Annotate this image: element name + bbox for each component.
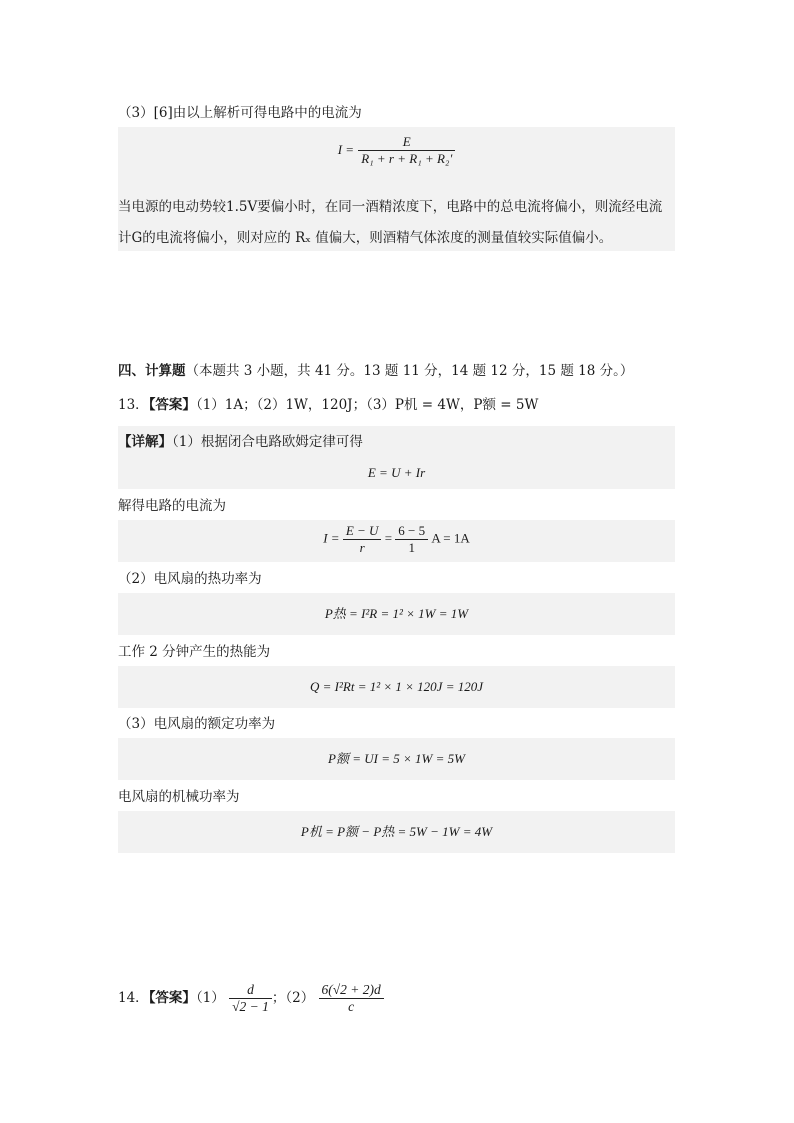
- q13-s5: （3）电风扇的额定功率为: [118, 716, 276, 732]
- q13-eq3: P热 = I²R = 1² × 1W = 1W: [324, 606, 469, 621]
- section4-heading: [118, 362, 633, 380]
- q14-part1-label: （1）: [195, 990, 225, 1006]
- eq-numerator: E: [358, 134, 455, 151]
- q14-f1-den: √2 − 1: [232, 999, 269, 1014]
- section4-rest: （本题共 3 小题，共 41 分。13 题 11 分，14 题 12 分，15 题 18 分。）: [185, 363, 634, 379]
- q13-s6: 电风扇的机械功率为: [118, 789, 240, 805]
- q13-eq2: I = $\frac{E - U}{r}$ = $\frac{6 - 5}{1}$ A = 1A: [323, 523, 470, 555]
- q13-eq2-num1: E − U: [343, 523, 382, 540]
- eq-lhs: I =: [337, 142, 355, 157]
- q13-s2: 解得电路的电流为: [118, 498, 226, 514]
- q13-detail-line: [118, 433, 363, 451]
- q13-eq2-frac1: [343, 523, 382, 556]
- q14-answer-tag: 【答案】: [148, 990, 196, 1006]
- q14-f1-num: d: [229, 982, 272, 999]
- current-equation: [118, 134, 675, 167]
- eq-denominator: R₁ + r + R₁ + R₂′: [361, 151, 453, 166]
- q13-eq1: E = U + Ir: [367, 465, 426, 480]
- q13-s3: （2）电风扇的热功率为: [118, 571, 262, 587]
- part3-line1: 当电源的电动势较1.5V要偏小时，在同一酒精浓度下，电路中的总电流将偏小，则流经电流: [118, 199, 663, 215]
- q14-label: 14．: [118, 990, 149, 1006]
- part3-line2: 计G的电流将偏小，则对应的 Rₓ 值偏大，则酒精气体浓度的测量值较实际值偏小。: [118, 230, 613, 246]
- q13-eq2-den2: 1: [408, 540, 415, 555]
- q13-detail-tag: 【详解】: [118, 434, 172, 450]
- eq-fraction: [358, 134, 455, 167]
- q13-label: 13．: [118, 397, 149, 413]
- q13-eq2-tail: A = 1A: [431, 530, 470, 546]
- q13-answer-line: [118, 396, 538, 414]
- q14-f2-den: c: [348, 999, 355, 1014]
- q13-eq5: P额 = UI = 5 × 1W = 5W: [328, 751, 465, 766]
- q13-eq2-num2: 6 − 5: [395, 523, 428, 540]
- q13-answer: （1）1A；（2）1W，120J；（3）P机 = 4W，P额 = 5W: [195, 397, 539, 413]
- q14-part2-label: （2）: [285, 990, 315, 1006]
- q14-fraction2: [319, 982, 384, 1015]
- q14-sep: ；: [271, 990, 286, 1006]
- q13-s4: 工作 2 分钟产生的热能为: [118, 644, 271, 660]
- q13-eq4: Q = I²Rt = 1² × 1 × 120J = 120J: [310, 679, 483, 694]
- part3-intro: （3）[6]由以上解析可得电路中的电流为: [118, 105, 362, 121]
- q13-answer-tag: 【答案】: [148, 397, 196, 413]
- q14-f2-num: 6(√2 + 2)d: [319, 982, 384, 999]
- q13-s1: （1）根据闭合电路欧姆定律可得: [172, 434, 363, 450]
- q14-answer-line: [118, 980, 384, 1016]
- section4-title: 四、计算题: [118, 363, 186, 379]
- q13-eq6: P机 = P额 − P热 = 5W − 1W = 4W: [300, 824, 493, 839]
- q13-eq2-lhs: I =: [323, 530, 340, 546]
- q13-eq2-frac2: [395, 523, 428, 556]
- q13-eq2-den1: r: [359, 540, 365, 555]
- q14-fraction1: [229, 982, 272, 1015]
